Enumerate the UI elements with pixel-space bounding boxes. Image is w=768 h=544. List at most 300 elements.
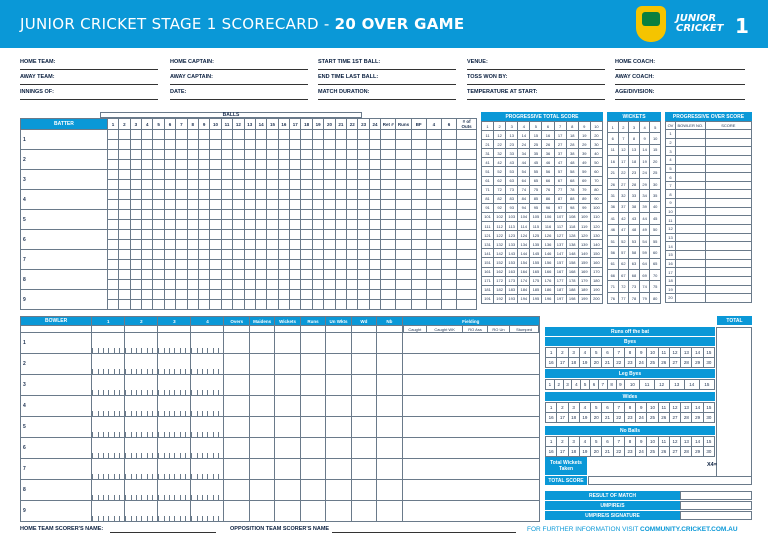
ball-cell[interactable] bbox=[324, 290, 335, 300]
wicket-cell[interactable]: 32 bbox=[618, 190, 629, 201]
wicket-cell[interactable]: 48 bbox=[629, 224, 640, 235]
ball-cell[interactable] bbox=[198, 170, 209, 180]
bowling-stat-cell[interactable] bbox=[249, 459, 274, 480]
batting-stat-cell[interactable] bbox=[426, 220, 441, 230]
ball-cell[interactable] bbox=[301, 300, 312, 310]
progressive-cell[interactable]: 12 bbox=[494, 131, 506, 140]
ball-cell[interactable] bbox=[142, 260, 153, 270]
extras-cell[interactable]: 23 bbox=[624, 447, 635, 457]
progressive-cell[interactable]: 61 bbox=[482, 176, 494, 185]
ball-cell[interactable] bbox=[290, 220, 301, 230]
ball-cell[interactable] bbox=[164, 200, 175, 210]
extras-cell[interactable]: 24 bbox=[636, 447, 647, 457]
ball-cell[interactable] bbox=[153, 220, 164, 230]
bowling-stat-cell[interactable] bbox=[224, 480, 249, 501]
progressive-cell[interactable]: 155 bbox=[530, 258, 542, 267]
ball-cell[interactable] bbox=[301, 180, 312, 190]
over-cell[interactable] bbox=[92, 354, 125, 375]
batting-stat-cell[interactable] bbox=[396, 220, 411, 230]
progressive-cell[interactable]: 68 bbox=[566, 176, 578, 185]
ball-cell[interactable] bbox=[290, 270, 301, 280]
wicket-cell[interactable]: 17 bbox=[618, 156, 629, 167]
ball-cell[interactable] bbox=[210, 270, 221, 280]
ball-cell[interactable] bbox=[176, 130, 187, 140]
batting-stat-cell[interactable] bbox=[457, 190, 477, 200]
bowling-stat-cell[interactable] bbox=[249, 501, 274, 522]
bowling-stat-cell[interactable] bbox=[224, 396, 249, 417]
ball-cell[interactable] bbox=[233, 210, 244, 220]
ball-cell[interactable] bbox=[119, 140, 130, 150]
ball-cell[interactable] bbox=[164, 220, 175, 230]
bowling-stat-cell[interactable] bbox=[300, 354, 325, 375]
progressive-cell[interactable]: 100 bbox=[590, 203, 602, 212]
bowling-stat-cell[interactable] bbox=[326, 417, 351, 438]
info-line[interactable] bbox=[467, 69, 605, 70]
progressive-cell[interactable]: 55 bbox=[530, 167, 542, 176]
ball-cell[interactable] bbox=[290, 260, 301, 270]
wicket-cell[interactable]: 65 bbox=[650, 258, 661, 269]
ball-cell[interactable] bbox=[369, 230, 380, 240]
batting-stat-cell[interactable] bbox=[381, 270, 396, 280]
wicket-cell[interactable]: 49 bbox=[639, 224, 650, 235]
ball-cell[interactable] bbox=[347, 190, 358, 200]
over-score-cell[interactable] bbox=[705, 233, 751, 242]
progressive-cell[interactable]: 165 bbox=[530, 267, 542, 276]
progressive-cell[interactable]: 28 bbox=[566, 140, 578, 149]
ball-cell[interactable] bbox=[221, 260, 232, 270]
wicket-cell[interactable]: 67 bbox=[618, 270, 629, 281]
ball-cell[interactable] bbox=[244, 140, 255, 150]
progressive-cell[interactable]: 189 bbox=[578, 285, 590, 294]
batting-stat-cell[interactable] bbox=[381, 180, 396, 190]
ball-cell[interactable] bbox=[358, 230, 369, 240]
batting-stat-cell[interactable] bbox=[441, 130, 456, 140]
progressive-cell[interactable]: 130 bbox=[590, 231, 602, 240]
batting-stat-cell[interactable] bbox=[411, 260, 426, 270]
ball-cell[interactable] bbox=[130, 230, 141, 240]
ball-cell[interactable] bbox=[290, 140, 301, 150]
ball-cell[interactable] bbox=[335, 210, 346, 220]
ball-cell[interactable] bbox=[290, 290, 301, 300]
fielding-cell[interactable] bbox=[402, 333, 539, 354]
ball-cell[interactable] bbox=[335, 150, 346, 160]
ball-cell[interactable] bbox=[233, 290, 244, 300]
batting-stat-cell[interactable] bbox=[381, 300, 396, 310]
progressive-cell[interactable]: 186 bbox=[542, 285, 554, 294]
extras-cell[interactable]: 29 bbox=[692, 413, 703, 423]
ball-cell[interactable] bbox=[358, 180, 369, 190]
ball-cell[interactable] bbox=[358, 130, 369, 140]
ball-cell[interactable] bbox=[255, 280, 266, 290]
ball-cell[interactable] bbox=[358, 270, 369, 280]
over-cell[interactable] bbox=[125, 480, 158, 501]
progressive-cell[interactable]: 114 bbox=[518, 222, 530, 231]
ball-cell[interactable] bbox=[312, 300, 323, 310]
extras-cell[interactable]: 8 bbox=[624, 437, 635, 447]
extras-cell[interactable]: 3 bbox=[568, 348, 579, 358]
progressive-cell[interactable]: 141 bbox=[482, 249, 494, 258]
progressive-cell[interactable]: 93 bbox=[506, 203, 518, 212]
ball-cell[interactable] bbox=[164, 250, 175, 260]
wicket-cell[interactable]: 62 bbox=[618, 258, 629, 269]
extras-cell[interactable]: 4 bbox=[572, 380, 581, 390]
ball-cell[interactable] bbox=[198, 160, 209, 170]
ball-cell[interactable] bbox=[255, 220, 266, 230]
ball-cell[interactable] bbox=[107, 200, 118, 210]
result-box[interactable] bbox=[680, 491, 752, 500]
progressive-cell[interactable]: 7 bbox=[554, 122, 566, 131]
ball-cell[interactable] bbox=[358, 250, 369, 260]
batting-stat-cell[interactable] bbox=[441, 170, 456, 180]
ball-cell[interactable] bbox=[164, 170, 175, 180]
bowling-stat-cell[interactable] bbox=[224, 501, 249, 522]
ball-cell[interactable] bbox=[198, 140, 209, 150]
wicket-cell[interactable]: 26 bbox=[608, 178, 619, 189]
ball-cell[interactable] bbox=[142, 170, 153, 180]
extras-cell[interactable]: 5 bbox=[591, 348, 602, 358]
ball-cell[interactable] bbox=[153, 230, 164, 240]
wicket-cell[interactable]: 33 bbox=[629, 190, 640, 201]
batting-stat-cell[interactable] bbox=[411, 200, 426, 210]
wicket-cell[interactable]: 21 bbox=[608, 167, 619, 178]
ball-cell[interactable] bbox=[221, 150, 232, 160]
ball-cell[interactable] bbox=[233, 300, 244, 310]
bowling-stat-cell[interactable] bbox=[326, 354, 351, 375]
batting-stat-cell[interactable] bbox=[457, 240, 477, 250]
batting-stat-cell[interactable] bbox=[396, 240, 411, 250]
progressive-cell[interactable]: 4 bbox=[518, 122, 530, 131]
batting-stat-cell[interactable] bbox=[457, 280, 477, 290]
ball-cell[interactable] bbox=[290, 190, 301, 200]
progressive-cell[interactable]: 182 bbox=[494, 285, 506, 294]
progressive-cell[interactable]: 3 bbox=[506, 122, 518, 131]
wicket-cell[interactable]: 28 bbox=[629, 178, 640, 189]
ball-cell[interactable] bbox=[312, 240, 323, 250]
ball-cell[interactable] bbox=[107, 240, 118, 250]
extras-cell[interactable]: 25 bbox=[647, 413, 658, 423]
batting-stat-cell[interactable] bbox=[396, 210, 411, 220]
batting-stat-cell[interactable] bbox=[411, 230, 426, 240]
bowler-number-cell[interactable] bbox=[675, 138, 705, 147]
ball-cell[interactable] bbox=[290, 160, 301, 170]
extras-cell[interactable]: 5 bbox=[581, 380, 590, 390]
wicket-cell[interactable]: 43 bbox=[629, 213, 640, 224]
over-cell[interactable] bbox=[158, 438, 191, 459]
progressive-cell[interactable]: 76 bbox=[542, 185, 554, 194]
progressive-cell[interactable]: 136 bbox=[542, 240, 554, 249]
wicket-cell[interactable]: 55 bbox=[650, 235, 661, 246]
bowler-number-cell[interactable] bbox=[675, 199, 705, 208]
ball-cell[interactable] bbox=[164, 210, 175, 220]
extras-cell[interactable]: 14 bbox=[692, 403, 703, 413]
ball-cell[interactable] bbox=[198, 130, 209, 140]
ball-cell[interactable] bbox=[153, 150, 164, 160]
ball-cell[interactable] bbox=[255, 190, 266, 200]
ball-cell[interactable] bbox=[130, 170, 141, 180]
ball-cell[interactable] bbox=[301, 190, 312, 200]
wicket-cell[interactable]: 40 bbox=[650, 201, 661, 212]
ball-cell[interactable] bbox=[164, 270, 175, 280]
bowling-stat-cell[interactable] bbox=[377, 459, 402, 480]
progressive-cell[interactable]: 103 bbox=[506, 212, 518, 221]
wicket-cell[interactable]: 77 bbox=[618, 292, 629, 303]
ball-cell[interactable] bbox=[164, 260, 175, 270]
wicket-cell[interactable]: 57 bbox=[618, 247, 629, 258]
extras-cell[interactable]: 20 bbox=[591, 413, 602, 423]
batting-stat-cell[interactable] bbox=[381, 260, 396, 270]
wicket-cell[interactable]: 4 bbox=[639, 122, 650, 133]
ball-cell[interactable] bbox=[233, 190, 244, 200]
ball-cell[interactable] bbox=[278, 300, 289, 310]
progressive-cell[interactable]: 43 bbox=[506, 158, 518, 167]
batting-stat-cell[interactable] bbox=[396, 170, 411, 180]
extras-cell[interactable]: 14 bbox=[692, 437, 703, 447]
batting-stat-cell[interactable] bbox=[441, 230, 456, 240]
bowler-number-cell[interactable] bbox=[675, 155, 705, 164]
wicket-cell[interactable]: 69 bbox=[639, 270, 650, 281]
ball-cell[interactable] bbox=[153, 260, 164, 270]
ball-cell[interactable] bbox=[198, 210, 209, 220]
wicket-cell[interactable]: 15 bbox=[650, 144, 661, 155]
progressive-cell[interactable]: 124 bbox=[518, 231, 530, 240]
wicket-cell[interactable]: 45 bbox=[650, 213, 661, 224]
wicket-cell[interactable]: 11 bbox=[608, 144, 619, 155]
bowler-number-cell[interactable] bbox=[675, 285, 705, 294]
wicket-cell[interactable]: 58 bbox=[629, 247, 640, 258]
progressive-cell[interactable]: 159 bbox=[578, 258, 590, 267]
ball-cell[interactable] bbox=[142, 300, 153, 310]
ball-cell[interactable] bbox=[142, 200, 153, 210]
bowling-stat-cell[interactable] bbox=[275, 354, 300, 375]
wicket-cell[interactable]: 5 bbox=[650, 122, 661, 133]
info-line[interactable] bbox=[318, 69, 456, 70]
progressive-cell[interactable]: 39 bbox=[578, 149, 590, 158]
ball-cell[interactable] bbox=[142, 290, 153, 300]
ball-cell[interactable] bbox=[335, 170, 346, 180]
batting-stat-cell[interactable] bbox=[426, 190, 441, 200]
batting-stat-cell[interactable] bbox=[396, 300, 411, 310]
bowling-stat-cell[interactable] bbox=[326, 333, 351, 354]
ball-cell[interactable] bbox=[290, 130, 301, 140]
wicket-cell[interactable]: 51 bbox=[608, 235, 619, 246]
bowler-name-cell[interactable] bbox=[21, 480, 92, 501]
progressive-cell[interactable]: 198 bbox=[566, 294, 578, 303]
bowling-stat-cell[interactable] bbox=[351, 396, 376, 417]
batting-stat-cell[interactable] bbox=[441, 210, 456, 220]
ball-cell[interactable] bbox=[130, 260, 141, 270]
ball-cell[interactable] bbox=[221, 170, 232, 180]
ball-cell[interactable] bbox=[335, 140, 346, 150]
ball-cell[interactable] bbox=[347, 140, 358, 150]
batting-stat-cell[interactable] bbox=[411, 150, 426, 160]
ball-cell[interactable] bbox=[347, 220, 358, 230]
info-line[interactable] bbox=[318, 84, 456, 85]
ball-cell[interactable] bbox=[347, 300, 358, 310]
wicket-cell[interactable]: 6 bbox=[608, 133, 619, 144]
batting-stat-cell[interactable] bbox=[441, 290, 456, 300]
info-line[interactable] bbox=[615, 99, 745, 100]
ball-cell[interactable] bbox=[233, 230, 244, 240]
progressive-cell[interactable]: 139 bbox=[578, 240, 590, 249]
ball-cell[interactable] bbox=[278, 250, 289, 260]
ball-cell[interactable] bbox=[267, 160, 278, 170]
ball-cell[interactable] bbox=[290, 300, 301, 310]
ball-cell[interactable] bbox=[290, 240, 301, 250]
ball-cell[interactable] bbox=[107, 160, 118, 170]
progressive-cell[interactable]: 200 bbox=[590, 294, 602, 303]
extras-cell[interactable]: 8 bbox=[624, 348, 635, 358]
progressive-cell[interactable]: 63 bbox=[506, 176, 518, 185]
ball-cell[interactable] bbox=[267, 220, 278, 230]
batting-stat-cell[interactable] bbox=[381, 170, 396, 180]
batting-stat-cell[interactable] bbox=[381, 250, 396, 260]
ball-cell[interactable] bbox=[233, 150, 244, 160]
ball-cell[interactable] bbox=[130, 130, 141, 140]
batting-stat-cell[interactable] bbox=[396, 230, 411, 240]
progressive-cell[interactable]: 36 bbox=[542, 149, 554, 158]
bowling-stat-cell[interactable] bbox=[377, 438, 402, 459]
ball-cell[interactable] bbox=[198, 220, 209, 230]
progressive-cell[interactable]: 18 bbox=[566, 131, 578, 140]
ball-cell[interactable] bbox=[130, 150, 141, 160]
extras-cell[interactable]: 3 bbox=[568, 403, 579, 413]
extras-cell[interactable]: 23 bbox=[624, 358, 635, 368]
progressive-cell[interactable]: 27 bbox=[554, 140, 566, 149]
ball-cell[interactable] bbox=[107, 270, 118, 280]
ball-cell[interactable] bbox=[335, 130, 346, 140]
ball-cell[interactable] bbox=[187, 220, 198, 230]
batting-stat-cell[interactable] bbox=[457, 260, 477, 270]
ball-cell[interactable] bbox=[267, 270, 278, 280]
progressive-cell[interactable]: 174 bbox=[518, 276, 530, 285]
ball-cell[interactable] bbox=[255, 240, 266, 250]
progressive-cell[interactable]: 38 bbox=[566, 149, 578, 158]
bowler-number-cell[interactable] bbox=[675, 242, 705, 251]
ball-cell[interactable] bbox=[119, 290, 130, 300]
ball-cell[interactable] bbox=[107, 300, 118, 310]
wicket-cell[interactable]: 25 bbox=[650, 167, 661, 178]
over-cell[interactable] bbox=[191, 438, 224, 459]
progressive-cell[interactable]: 191 bbox=[482, 294, 494, 303]
progressive-cell[interactable]: 177 bbox=[554, 276, 566, 285]
info-line[interactable] bbox=[467, 99, 605, 100]
ball-cell[interactable] bbox=[324, 190, 335, 200]
ball-cell[interactable] bbox=[153, 180, 164, 190]
batting-stat-cell[interactable] bbox=[396, 160, 411, 170]
extras-cell[interactable]: 21 bbox=[602, 358, 613, 368]
extras-cell[interactable]: 2 bbox=[557, 437, 568, 447]
ball-cell[interactable] bbox=[301, 160, 312, 170]
batter-name-cell[interactable] bbox=[21, 290, 108, 310]
progressive-cell[interactable]: 50 bbox=[590, 158, 602, 167]
over-score-cell[interactable] bbox=[705, 259, 751, 268]
wicket-cell[interactable]: 56 bbox=[608, 247, 619, 258]
extras-cell[interactable]: 3 bbox=[568, 437, 579, 447]
ball-cell[interactable] bbox=[324, 160, 335, 170]
bowling-stat-cell[interactable] bbox=[249, 480, 274, 501]
progressive-cell[interactable]: 172 bbox=[494, 276, 506, 285]
batting-stat-cell[interactable] bbox=[381, 290, 396, 300]
batting-stat-cell[interactable] bbox=[441, 270, 456, 280]
ball-cell[interactable] bbox=[301, 170, 312, 180]
progressive-cell[interactable]: 20 bbox=[590, 131, 602, 140]
bowling-stat-cell[interactable] bbox=[351, 354, 376, 375]
over-score-cell[interactable] bbox=[705, 173, 751, 182]
ball-cell[interactable] bbox=[210, 220, 221, 230]
extras-cell[interactable]: 6 bbox=[602, 348, 613, 358]
wicket-cell[interactable]: 24 bbox=[639, 167, 650, 178]
extras-cell[interactable]: 27 bbox=[669, 358, 680, 368]
ball-cell[interactable] bbox=[164, 280, 175, 290]
batting-stat-cell[interactable] bbox=[441, 150, 456, 160]
progressive-cell[interactable]: 89 bbox=[578, 194, 590, 203]
batting-stat-cell[interactable] bbox=[381, 130, 396, 140]
ball-cell[interactable] bbox=[301, 280, 312, 290]
progressive-cell[interactable]: 2 bbox=[494, 122, 506, 131]
ball-cell[interactable] bbox=[198, 270, 209, 280]
over-cell[interactable] bbox=[191, 501, 224, 522]
ball-cell[interactable] bbox=[107, 220, 118, 230]
progressive-cell[interactable]: 187 bbox=[554, 285, 566, 294]
progressive-cell[interactable]: 110 bbox=[590, 212, 602, 221]
progressive-cell[interactable]: 96 bbox=[542, 203, 554, 212]
extras-cell[interactable]: 4 bbox=[579, 348, 590, 358]
progressive-cell[interactable]: 183 bbox=[506, 285, 518, 294]
extras-cell[interactable]: 13 bbox=[681, 403, 692, 413]
ball-cell[interactable] bbox=[210, 210, 221, 220]
ball-cell[interactable] bbox=[369, 200, 380, 210]
ball-cell[interactable] bbox=[347, 170, 358, 180]
batter-name-cell[interactable] bbox=[21, 190, 108, 210]
ball-cell[interactable] bbox=[130, 290, 141, 300]
ball-cell[interactable] bbox=[142, 150, 153, 160]
batter-name-cell[interactable] bbox=[21, 250, 108, 270]
ball-cell[interactable] bbox=[267, 190, 278, 200]
ball-cell[interactable] bbox=[142, 140, 153, 150]
ball-cell[interactable] bbox=[221, 290, 232, 300]
bowling-stat-cell[interactable] bbox=[326, 375, 351, 396]
ball-cell[interactable] bbox=[255, 210, 266, 220]
ball-cell[interactable] bbox=[267, 280, 278, 290]
ball-cell[interactable] bbox=[369, 180, 380, 190]
wicket-cell[interactable]: 80 bbox=[650, 292, 661, 303]
ball-cell[interactable] bbox=[255, 130, 266, 140]
extras-cell[interactable]: 10 bbox=[647, 348, 658, 358]
ball-cell[interactable] bbox=[198, 250, 209, 260]
ball-cell[interactable] bbox=[290, 170, 301, 180]
progressive-cell[interactable]: 78 bbox=[566, 185, 578, 194]
ball-cell[interactable] bbox=[119, 130, 130, 140]
progressive-cell[interactable]: 22 bbox=[494, 140, 506, 149]
ball-cell[interactable] bbox=[312, 160, 323, 170]
wicket-cell[interactable]: 29 bbox=[639, 178, 650, 189]
ball-cell[interactable] bbox=[347, 290, 358, 300]
extras-cell[interactable]: 17 bbox=[557, 447, 568, 457]
info-line[interactable] bbox=[20, 69, 158, 70]
ball-cell[interactable] bbox=[324, 150, 335, 160]
progressive-cell[interactable]: 70 bbox=[590, 176, 602, 185]
ball-cell[interactable] bbox=[301, 220, 312, 230]
ball-cell[interactable] bbox=[244, 180, 255, 190]
ball-cell[interactable] bbox=[255, 250, 266, 260]
over-cell[interactable] bbox=[158, 459, 191, 480]
ball-cell[interactable] bbox=[267, 260, 278, 270]
batting-stat-cell[interactable] bbox=[381, 140, 396, 150]
ball-cell[interactable] bbox=[187, 140, 198, 150]
result-box[interactable] bbox=[680, 501, 752, 510]
over-cell[interactable] bbox=[125, 354, 158, 375]
ball-cell[interactable] bbox=[312, 150, 323, 160]
